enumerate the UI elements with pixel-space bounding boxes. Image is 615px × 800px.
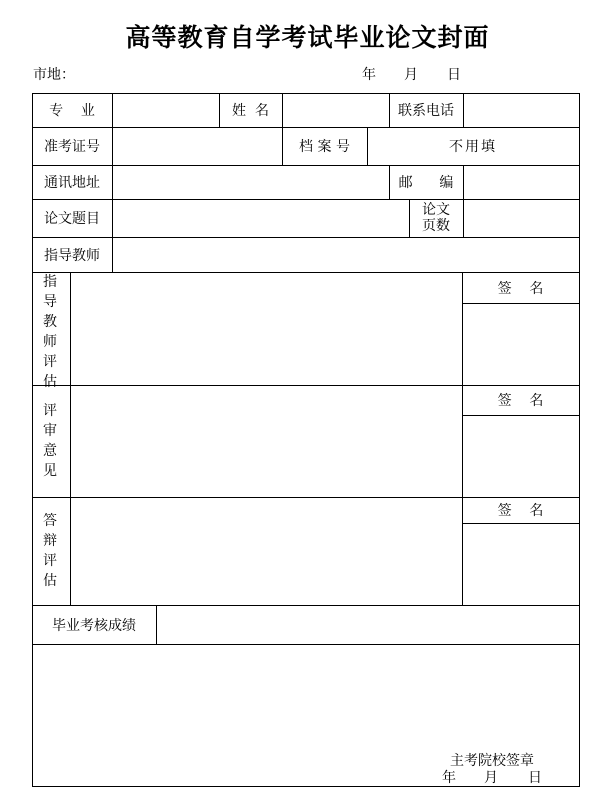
pages-label-line2: 页数 <box>422 218 450 234</box>
city-label: 市地： <box>33 67 75 83</box>
grade-field[interactable] <box>157 606 579 644</box>
label-char: 意 <box>43 443 57 459</box>
advisor-sign-field[interactable] <box>463 304 579 385</box>
exam-id-field[interactable] <box>113 128 282 165</box>
name-field[interactable] <box>283 94 389 127</box>
footer-year-label: 年 <box>442 770 456 786</box>
major-label-text: 专 业 <box>49 103 95 119</box>
review-sign-field[interactable] <box>463 416 579 497</box>
footer-day-label: 日 <box>528 770 542 786</box>
archive-label <box>282 127 367 165</box>
sign-label-text: 签 名 <box>497 280 544 297</box>
border-right <box>579 93 580 787</box>
postcode-field[interactable] <box>464 166 579 199</box>
label-char: 评 <box>43 553 57 569</box>
review-sign-label <box>462 385 579 415</box>
label-char: 估 <box>43 573 57 589</box>
pages-field[interactable] <box>464 200 579 237</box>
review-opinion-field[interactable] <box>71 386 462 497</box>
label-char: 导 <box>43 294 57 310</box>
label-char: 审 <box>43 423 57 439</box>
pages-label-line1: 论文 <box>422 202 450 218</box>
label-char: 答 <box>43 513 57 529</box>
defense-evaluation-field[interactable] <box>71 498 462 605</box>
advisor-label: 指导教师 <box>44 247 100 264</box>
pages-label <box>409 199 463 237</box>
label-char: 师 <box>43 334 57 350</box>
defense-evaluation-label <box>40 511 60 591</box>
advisor-evaluation-field[interactable] <box>71 273 462 385</box>
postcode-label-text: 邮 编 <box>398 175 454 191</box>
archive-label-text: 档 案 号 <box>299 139 350 155</box>
major-label <box>32 93 112 127</box>
advisor-evaluation-label <box>40 272 60 392</box>
seal-label: 主考院校签章 <box>450 753 534 769</box>
address-label: 通讯地址 <box>44 175 100 191</box>
review-opinion-label <box>40 401 60 481</box>
address-field[interactable] <box>113 166 389 199</box>
phone-label: 联系电话 <box>398 103 454 119</box>
advisor-field[interactable] <box>113 238 579 272</box>
major-field[interactable] <box>113 94 219 127</box>
label-char: 估 <box>43 374 57 390</box>
footer-month-label: 月 <box>484 770 498 786</box>
thesis-title-field[interactable] <box>113 200 409 237</box>
label-char: 教 <box>43 314 57 330</box>
label-char: 见 <box>43 463 57 479</box>
page-title: 高等教育自学考试毕业论文封面 <box>125 23 490 52</box>
name-label-text: 姓 名 <box>232 103 269 119</box>
header-day-label: 日 <box>447 67 461 83</box>
defense-sign-field[interactable] <box>463 524 579 605</box>
sign-label-text: 签 名 <box>497 503 544 519</box>
header-month-label: 月 <box>404 67 418 83</box>
advisor-sign-label <box>462 272 579 303</box>
thesis-title-label: 论文题目 <box>44 211 100 227</box>
phone-field[interactable] <box>464 94 579 127</box>
sign-label-text: 签 名 <box>497 393 544 409</box>
grade-label: 毕业考核成绩 <box>52 617 136 634</box>
header-year-label: 年 <box>362 67 376 83</box>
postcode-label <box>389 165 463 199</box>
label-char: 评 <box>43 354 57 370</box>
label-char: 评 <box>43 403 57 419</box>
label-char: 辩 <box>43 533 57 549</box>
label-char: 指 <box>43 274 57 290</box>
exam-id-label: 准考证号 <box>44 139 100 155</box>
name-label <box>219 93 282 127</box>
archive-value: 不用填 <box>449 139 497 155</box>
defense-sign-label <box>462 497 579 523</box>
